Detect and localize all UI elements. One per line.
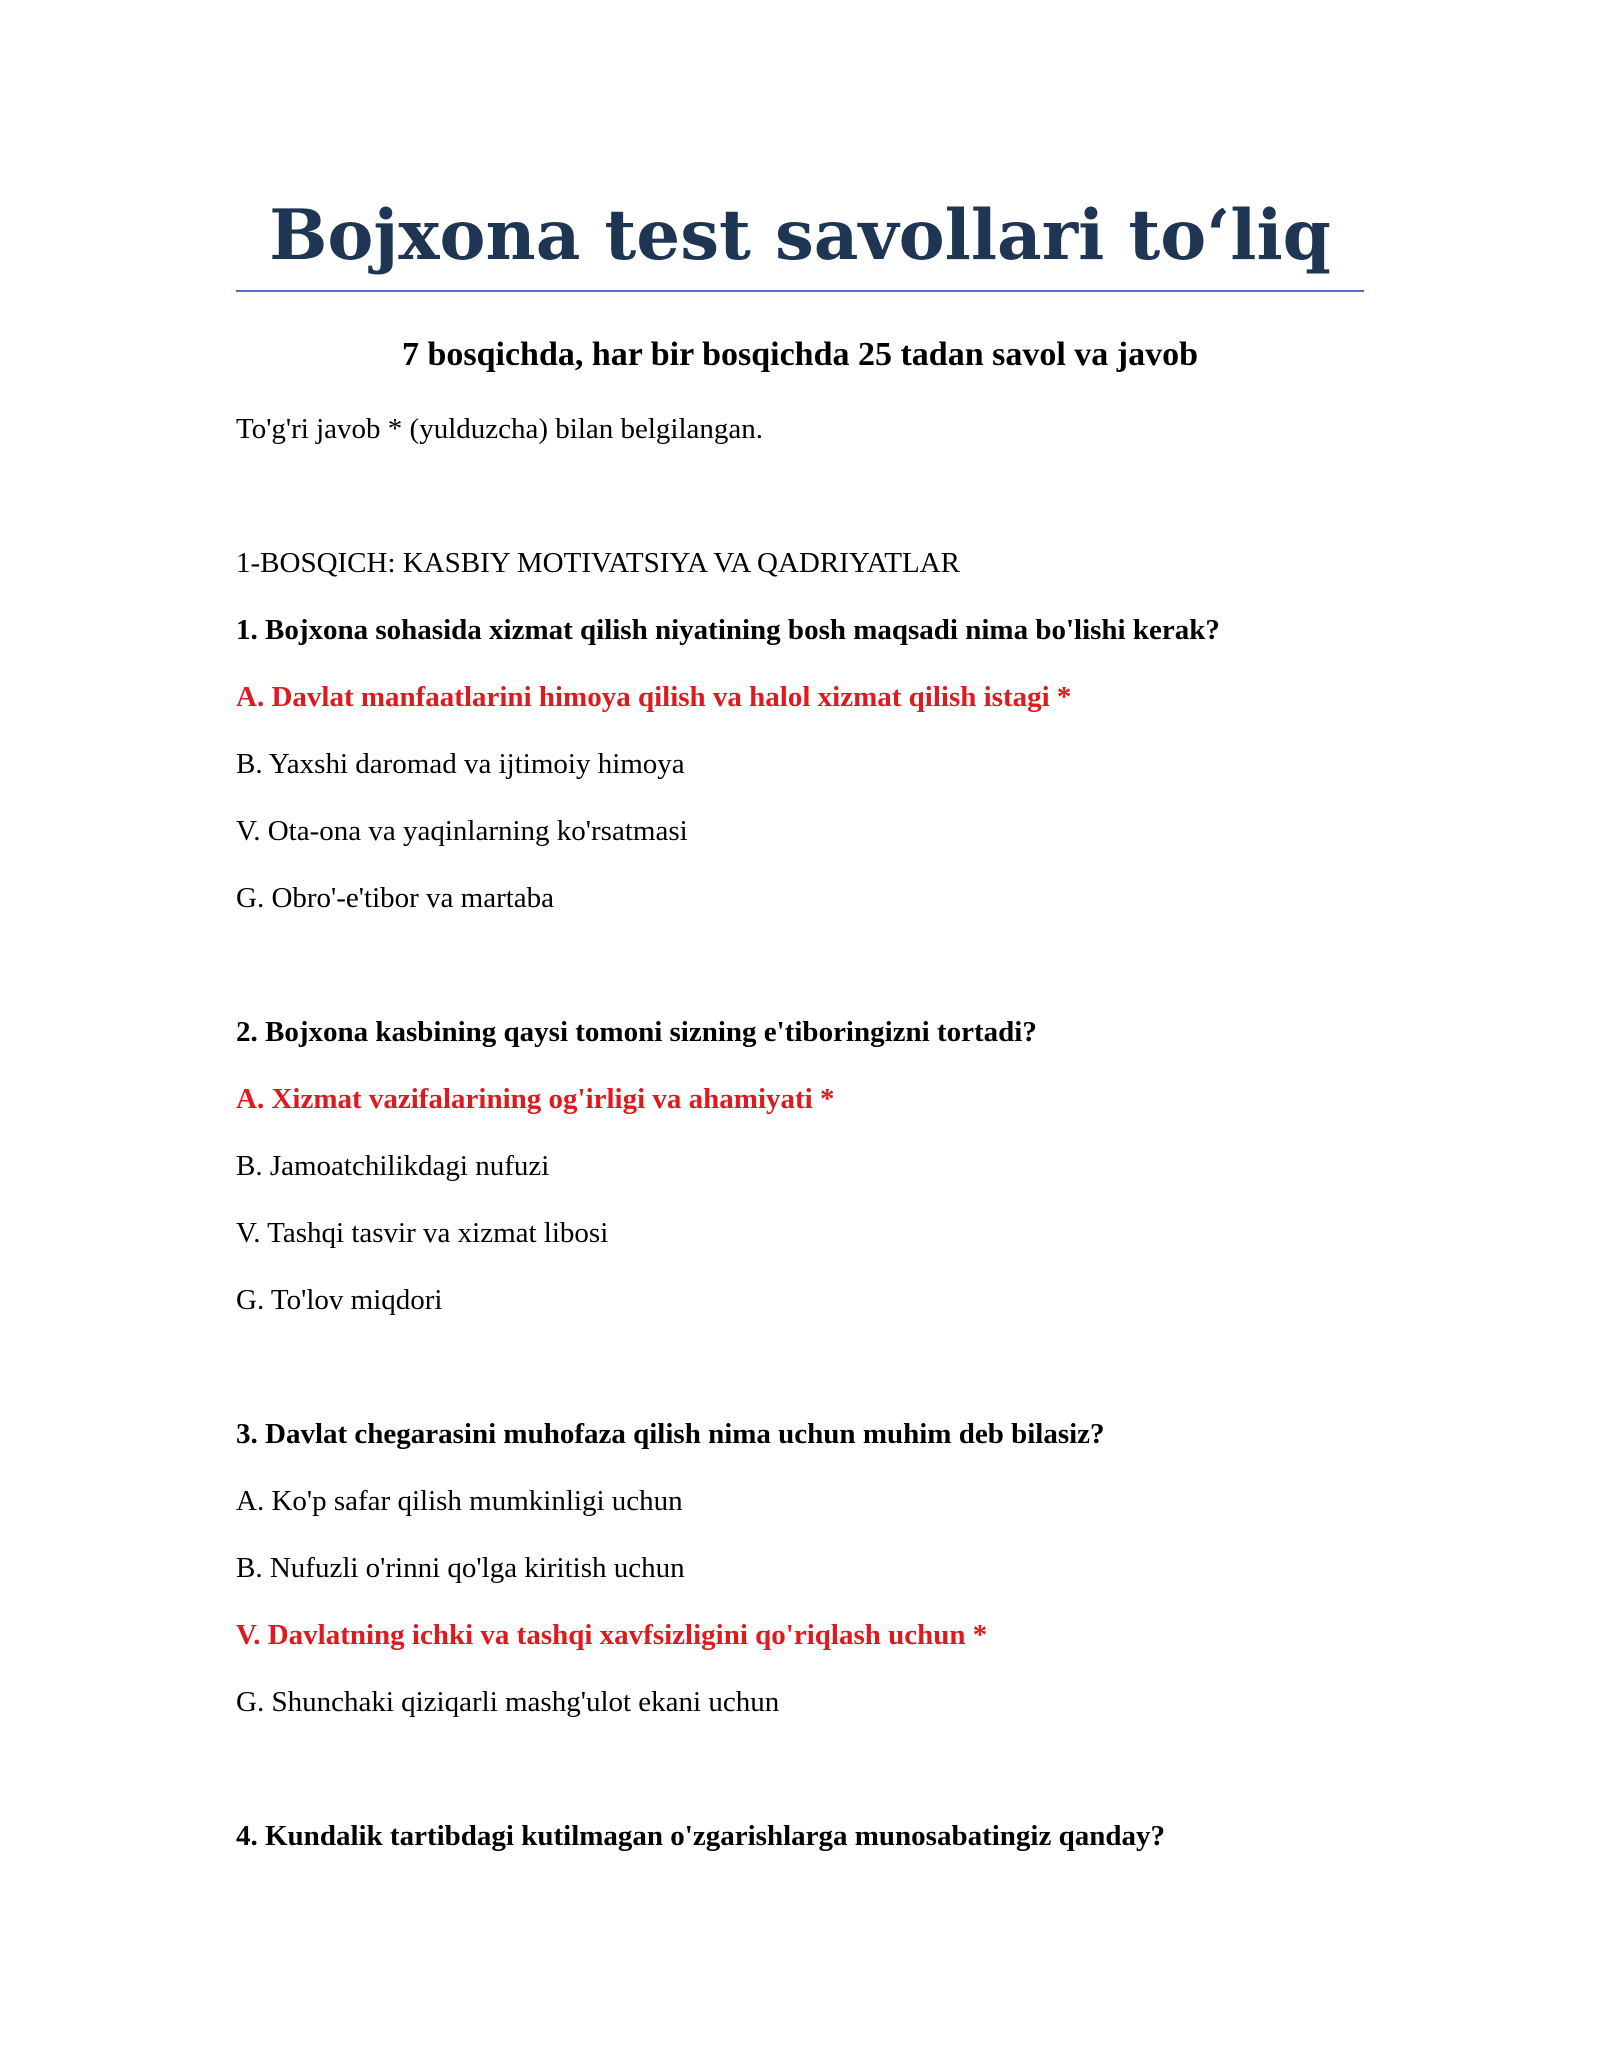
question-2-option-v: V. Tashqi tasvir va xizmat libosi — [236, 1217, 609, 1249]
question-3-option-v-correct: V. Davlatning ichki va tashqi xavfsizligini qo'riqlash uchun * — [236, 1619, 988, 1651]
question-3-option-g: G. Shunchaki qiziqarli mashg'ulot ekani uchun — [236, 1686, 780, 1718]
question-4-text: 4. Kundalik tartibdagi kutilmagan o'zgarishlarga munosabatingiz qanday? — [236, 1820, 1165, 1852]
question-3-text: 3. Davlat chegarasini muhofaza qilish nima uchun muhim deb bilasiz? — [236, 1418, 1105, 1450]
question-1-option-a-correct: A. Davlat manfaatlarini himoya qilish va halol xizmat qilish istagi * — [236, 681, 1072, 713]
question-2-option-b: B. Jamoatchilikdagi nufuzi — [236, 1150, 550, 1182]
question-1-option-v: V. Ota-ona va yaqinlarning ko'rsatmasi — [236, 815, 688, 847]
question-2-text: 2. Bojxona kasbining qaysi tomoni sizning e'tiboringizni tortadi? — [236, 1016, 1037, 1048]
section-heading: 1-BOSQICH: KASBIY MOTIVATSIYA VA QADRIYATLAR — [236, 547, 961, 579]
document-title: Bojxona test savollari to‘liq — [269, 195, 1331, 276]
question-2-option-g: G. To'lov miqdori — [236, 1284, 443, 1316]
title-underline — [236, 290, 1364, 292]
question-1-text: 1. Bojxona sohasida xizmat qilish niyatining bosh maqsadi nima bo'lishi kerak? — [236, 614, 1220, 646]
question-3-option-b: B. Nufuzli o'rinni qo'lga kiritish uchun — [236, 1552, 685, 1584]
question-1-option-b: B. Yaxshi daromad va ijtimoiy himoya — [236, 748, 685, 780]
question-2-option-a-correct: A. Xizmat vazifalarining og'irligi va ahamiyati * — [236, 1083, 835, 1115]
question-3-option-a: A. Ko'p safar qilish mumkinligi uchun — [236, 1485, 683, 1517]
document-subtitle: 7 bosqichda, har bir bosqichda 25 tadan savol va javob — [401, 336, 1199, 373]
question-1-option-g: G. Obro'-e'tibor va martaba — [236, 882, 555, 914]
answer-key-note: To'g'ri javob * (yulduzcha) bilan belgilangan. — [236, 413, 764, 445]
